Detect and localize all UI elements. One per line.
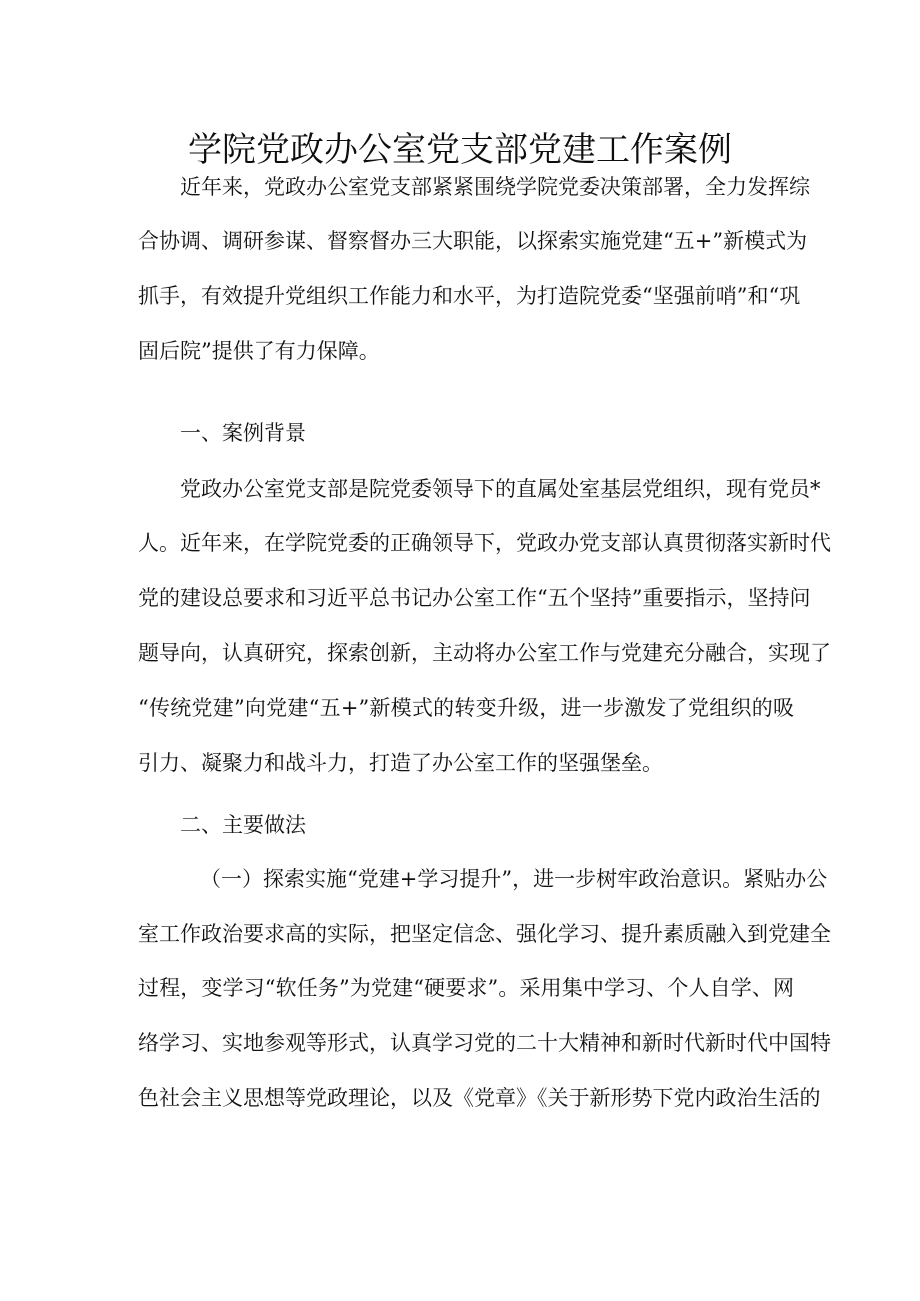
paragraph-line: （一）探索实施“党建+学习提升”，进一步树牢政治意识。紧贴办公	[200, 867, 828, 891]
paragraph-line: 党政办公室党支部是院党委领导下的直属处室基层党组织，现有党员*	[180, 477, 821, 501]
paragraph-line: “传统党建”向党建“五+”新模式的转变升级，进一步激发了党组织的吸	[138, 696, 794, 720]
paragraph-line: 近年来，党政办公室党支部紧紧围绕学院党委决策部署，全力发挥综	[180, 175, 810, 199]
paragraph-line: 固后院”提供了有力保障。	[138, 339, 380, 363]
document-title: 学院党政办公室党支部党建工作案例	[188, 130, 732, 170]
paragraph-line: 色社会主义思想等党政理论，以及《党章》《关于新形势下党内政治生活的	[138, 1086, 821, 1110]
paragraph-line: 题导向，认真研究，探索创新，主动将办公室工作与党建充分融合，实现了	[138, 641, 831, 665]
paragraph-line: 党的建设总要求和习近平总书记办公室工作“五个坚持”重要指示，坚持问	[138, 586, 811, 610]
section-heading: 一、案例背景	[180, 421, 306, 445]
paragraph-line: 人。近年来，在学院党委的正确领导下，党政办党支部认真贯彻落实新时代	[138, 531, 831, 555]
section-heading: 二、主要做法	[180, 813, 306, 837]
paragraph-line: 合协调、调研参谋、督察督办三大职能，以探索实施党建“五+”新模式为	[138, 229, 808, 253]
paragraph-line: 抓手，有效提升党组织工作能力和水平，为打造院党委“坚强前哨”和“巩	[138, 284, 801, 308]
paragraph-line: 引力、凝聚力和战斗力，打造了办公室工作的坚强堡垒。	[138, 751, 663, 775]
paragraph-line: 室工作政治要求高的实际，把坚定信念、强化学习、提升素质融入到党建全	[138, 922, 831, 946]
paragraph-line: 络学习、实地参观等形式，认真学习党的二十大精神和新时代新时代中国特	[138, 1031, 831, 1055]
paragraph-line: 过程，变学习“软任务”为党建“硬要求”。采用集中学习、个人自学、网	[138, 976, 794, 1000]
